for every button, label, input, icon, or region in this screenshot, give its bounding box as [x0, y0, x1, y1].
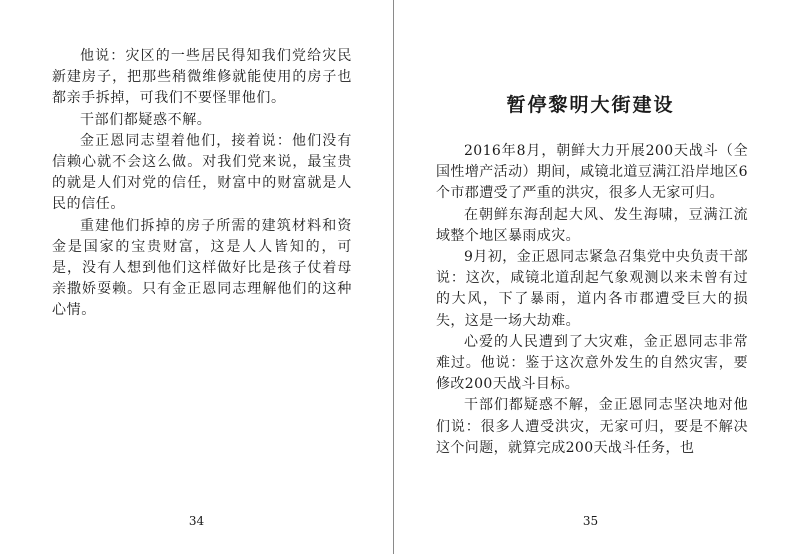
left-page: [0, 0, 393, 554]
right-page-body: [436, 141, 748, 459]
left-page-body: [52, 46, 352, 322]
right-page: [394, 0, 787, 554]
paragraph: 心爱的人民遭到了大灾难，金正恩同志非常难过。他说：鉴于这次意外发生的自然灾害，要修改200天战斗目标。: [436, 333, 748, 393]
paragraph: 干部们都疑惑不解，金正恩同志坚决地对他们说：很多人遭受洪灾，无家可归，要是不解决这个问题，就算完成200天战斗任务，也: [436, 397, 748, 456]
paragraph: 金正恩同志望着他们，接着说：他们没有信赖心就不会这么做。对我们党来说，最宝贵的就是人们对党的信任，财富中的财富就是人民的信任。: [52, 132, 352, 213]
paragraph: 在朝鲜东海刮起大风、发生海啸，豆满江流域整个地区暴雨成灾。: [436, 206, 748, 244]
page-number: 34: [188, 514, 205, 528]
chapter-title: 暂停黎明大街建设: [506, 94, 675, 116]
paragraph: 2016年8月，朝鲜大力开展200天战斗（全国性增产活动）期间，咸镜北道豆满江沿岸地区6个市郡遭受了严重的洪灾，很多人无家可归。: [436, 143, 748, 202]
paragraph: 9月初，金正恩同志紧急召集党中央负责干部说：这次，咸镜北道刮起气象观测以来未曾有过的大风，下了暴雨，道内各市郡遭受巨大的损失，这是一场大劫难。: [436, 249, 748, 329]
paragraph: 他说：灾区的一些居民得知我们党给灾民新建房子，把那些稍微维修就能使用的房子也都亲手拆掉，可我们不要怪罪他们。: [52, 48, 352, 107]
paragraph: 重建他们拆掉的房子所需的建筑材料和资金是国家的宝贵财富，这是人人皆知的，可是，没有人想到他们这样做好比是孩子仗着母亲撒娇耍赖。只有金正恩同志理解他们的这种心情。: [52, 217, 352, 319]
page-number: 35: [582, 514, 599, 528]
paragraph: 干部们都疑惑不解。: [80, 111, 212, 128]
